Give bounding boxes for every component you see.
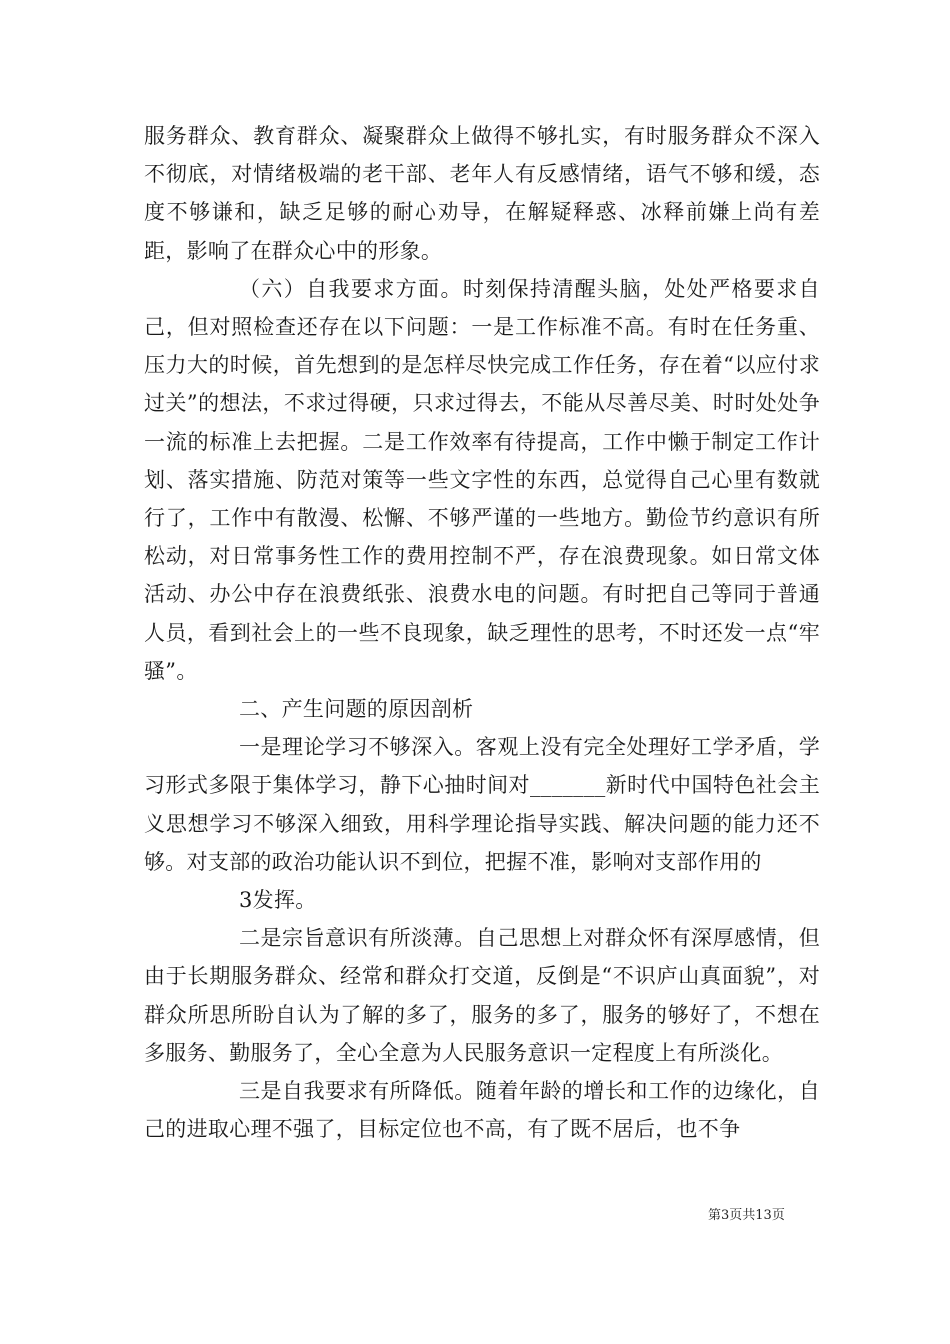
document-body [144, 117, 820, 1148]
paragraph-2: （六）自我要求方面。时刻保持清醒头脑，处处严格要求自己，但对照检查还存在以下问题：一是工作标准不高。有时在任务重、压力大的时候，首先想到的是怎样尽快完成工作任务，存在着“以应付求过关”的想法，不求过得硬，只求过得去，不能从尽善尽美、时时处处争一流的标准上去把握。二是工作效率有待提高，工作中懒于制定工作计划、落实措施、防范对策等一些文字性的东西，总觉得自己心里有数就行了，工作中有散漫、松懈、不够严谨的一些地方。勤俭节约意识有所松动，对日常事务性工作的费用控制不严，存在浪费现象。如日常文体活动、办公中存在浪费纸张、浪费水电的问题。有时把自己等同于普通人员，看到社会上的一些不良现象，缺乏理性的思考，不时还发一点“牢骚”。 [144, 276, 820, 683]
paragraph-5: 3发挥。 [239, 888, 317, 913]
page-footer: 第3页共13页 [708, 1208, 785, 1223]
paragraph-4: 一是理论学习不够深入。客观上没有完全处理好工学矛盾，学习形式多限于集体学习，静下心抽时间对_______新时代中国特色社会主义思想学习不够深入细致，用科学理论指导实践、解决问题的能力还不够。对支部的政治功能认识不到位，把握不准，影响对支部作用的 [144, 735, 820, 874]
paragraph-7: 三是自我要求有所降低。随着年龄的增长和工作的边缘化，自己的进取心理不强了，目标定位也不高，有了既不居后，也不争 [144, 1079, 820, 1142]
paragraph-1: 服务群众、教育群众、凝聚群众上做得不够扎实，有时服务群众不深入不彻底，对情绪极端的老干部、老年人有反感情绪，语气不够和缓，态度不够谦和，缺乏足够的耐心劝导，在解疑释惑、冰释前嫌上尚有差距，影响了在群众心中的形象。 [144, 124, 820, 263]
section-heading: 二、产生问题的原因剖析 [239, 697, 474, 722]
paragraph-6: 二是宗旨意识有所淡薄。自己思想上对群众怀有深厚感情，但由于长期服务群众、经常和群众打交道，反倒是“不识庐山真面貌”，对群众所思所盼自认为了解的多了，服务的多了，服务的够好了，不想在多服务、勤服务了，全心全意为人民服务意识一定程度上有所淡化。 [144, 926, 820, 1065]
